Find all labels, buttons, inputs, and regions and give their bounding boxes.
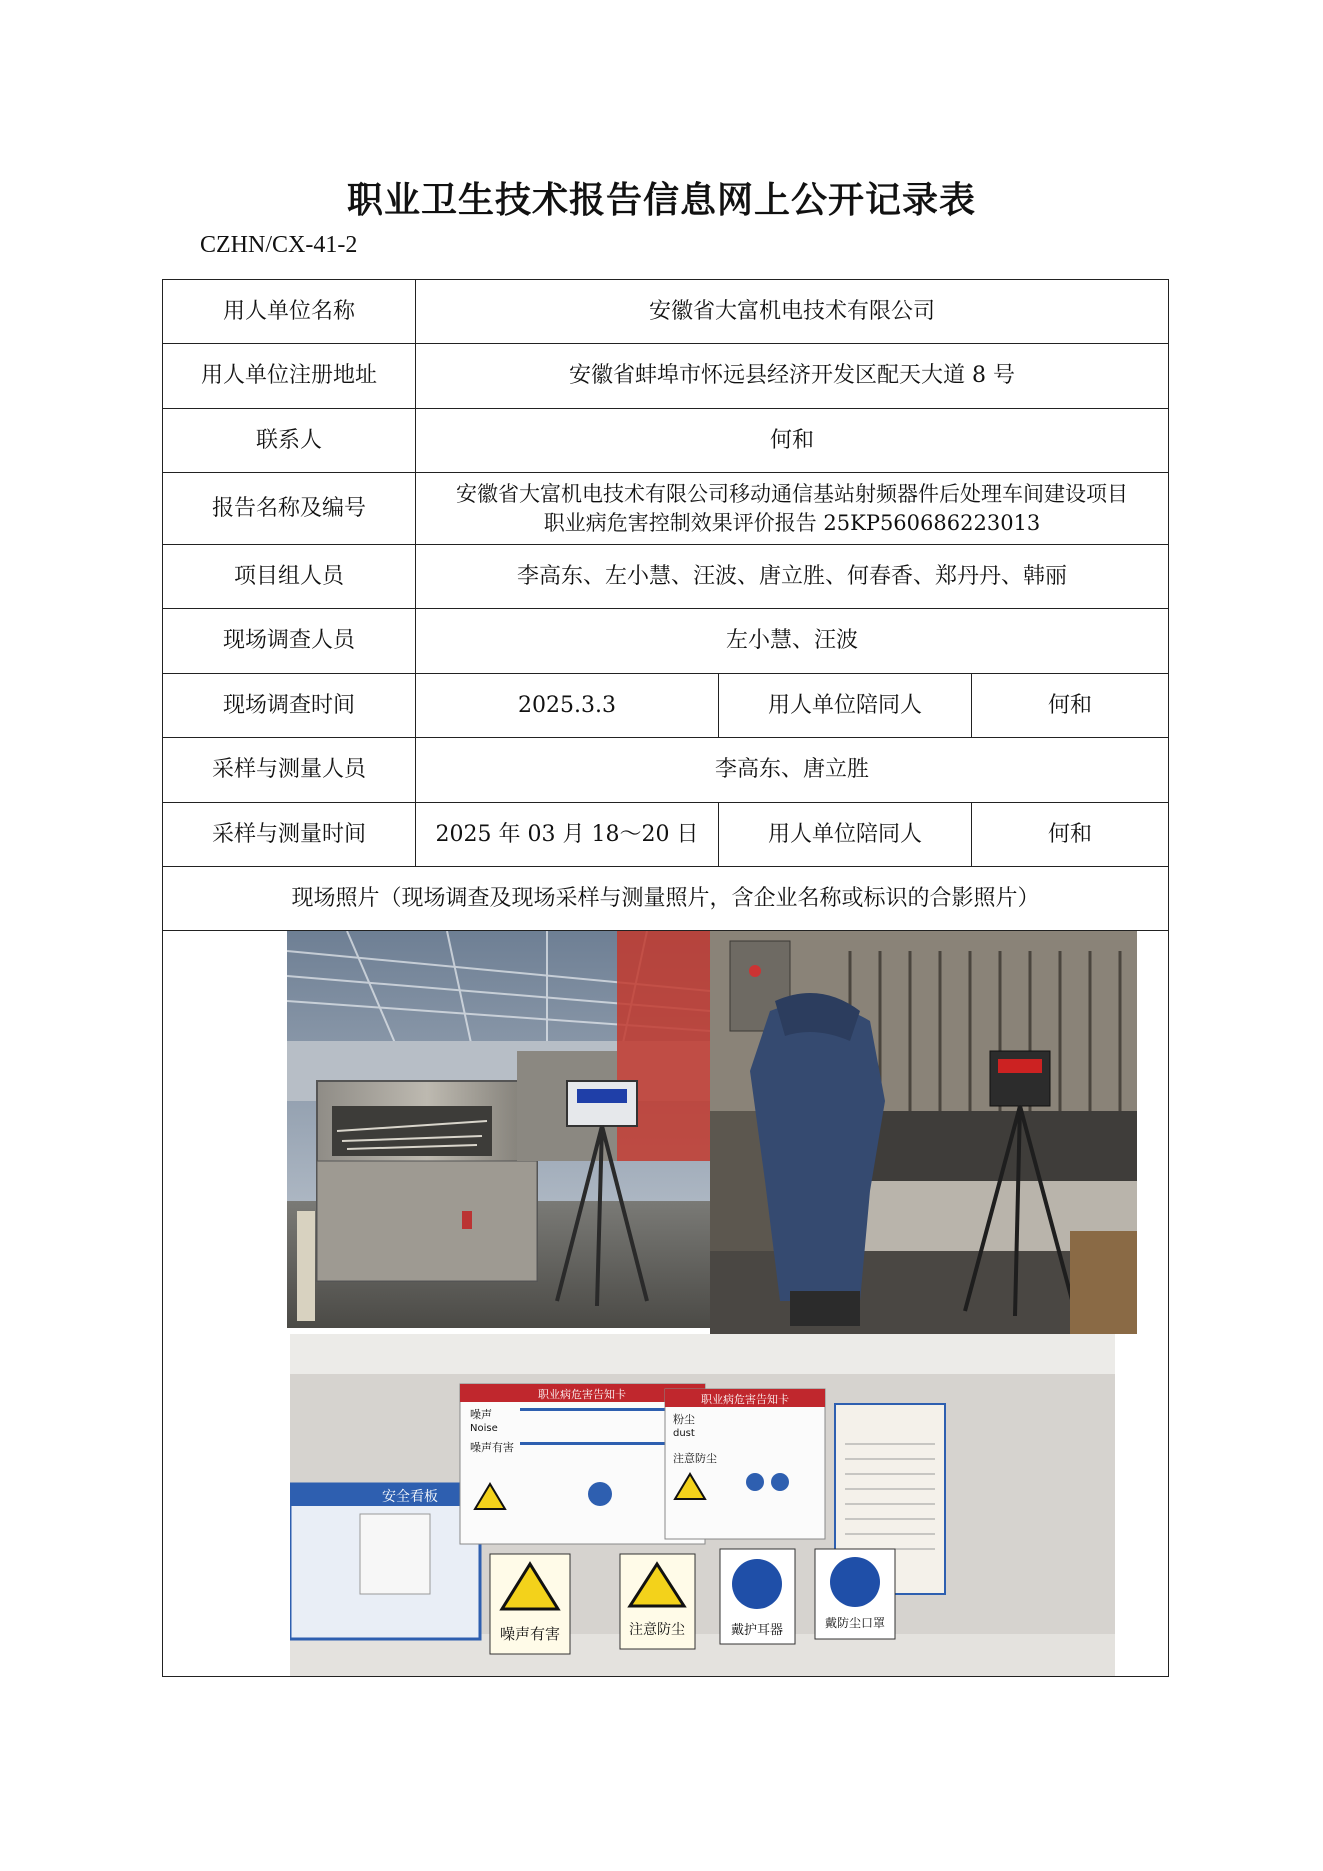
table-row — [163, 545, 1169, 609]
employer-address-label: 用人单位注册地址 — [163, 344, 416, 409]
sampling-companion-label: 用人单位陪同人 — [719, 803, 972, 867]
worker-sampling-photo — [710, 931, 1137, 1334]
report-name-line1: 安徽省大富机电技术有限公司移动通信基站射频器件后处理车间建设项目 — [456, 482, 1129, 507]
hazard-boards-photo — [290, 1334, 1115, 1676]
table-row — [163, 867, 1169, 931]
table-row — [163, 738, 1169, 803]
sampling-time-label: 采样与测量时间 — [163, 803, 416, 867]
table-row — [163, 803, 1169, 867]
table-row — [163, 409, 1169, 473]
form-code: CZHN/CX-41-2 — [200, 232, 358, 258]
sign-noise-label: 噪声有害 — [499, 1625, 561, 1643]
sampling-companion-value: 何和 — [972, 803, 1169, 867]
survey-time-value: 2025.3.3 — [416, 674, 719, 738]
table-row — [163, 473, 1169, 545]
table-row — [163, 931, 1169, 1677]
employer-name-value: 安徽省大富机电技术有限公司 — [416, 280, 1169, 344]
team-value: 李高东、左小慧、汪波、唐立胜、何春香、郑丹丹、韩丽 — [416, 545, 1169, 609]
survey-companion-value: 何和 — [972, 674, 1169, 738]
board1-item: 噪声 — [470, 1408, 492, 1421]
board1-item-en: Noise — [470, 1423, 498, 1434]
safety-board-title: 安全看板 — [382, 1489, 438, 1505]
photos-heading: 现场照片（现场调查及现场采样与测量照片，含企业名称或标识的合影照片） — [163, 867, 1169, 931]
survey-companion-label: 用人单位陪同人 — [719, 674, 972, 738]
board2-title: 职业病危害告知卡 — [701, 1393, 789, 1406]
survey-staff-value: 左小慧、汪波 — [416, 609, 1169, 674]
board2-item-en: dust — [673, 1428, 695, 1439]
sampling-staff-value: 李高东、唐立胜 — [416, 738, 1169, 803]
sampling-staff-label: 采样与测量人员 — [163, 738, 416, 803]
sampling-time-value: 2025 年 03 月 18～20 日 — [416, 803, 719, 867]
workshop-machine-photo — [287, 931, 710, 1328]
report-label: 报告名称及编号 — [163, 473, 416, 545]
sign-mask-label: 戴防尘口罩 — [824, 1616, 886, 1630]
record-table — [162, 279, 1169, 1677]
photos-cell — [163, 931, 1169, 1677]
survey-time-label: 现场调查时间 — [163, 674, 416, 738]
table-row — [163, 609, 1169, 674]
report-value — [416, 473, 1169, 545]
board2-warn: 注意防尘 — [673, 1452, 717, 1465]
board1-title: 职业病危害告知卡 — [538, 1388, 626, 1401]
employer-address-value: 安徽省蚌埠市怀远县经济开发区配天大道 8 号 — [416, 344, 1169, 409]
survey-staff-label: 现场调查人员 — [163, 609, 416, 674]
contact-value: 何和 — [416, 409, 1169, 473]
sign-earmuff-label: 戴护耳器 — [730, 1623, 784, 1638]
table-row — [163, 344, 1169, 409]
board1-warn: 噪声有害 — [470, 1441, 514, 1454]
page-title: 职业卫生技术报告信息网上公开记录表 — [346, 179, 976, 221]
table-row — [163, 280, 1169, 344]
employer-name-label: 用人单位名称 — [163, 280, 416, 344]
board2-item: 粉尘 — [673, 1413, 695, 1426]
table-row — [163, 674, 1169, 738]
sign-dust-label: 注意防尘 — [629, 1622, 685, 1638]
report-name-line2: 职业病危害控制效果评价报告 25KP560686223013 — [543, 510, 1041, 535]
contact-label: 联系人 — [163, 409, 416, 473]
team-label: 项目组人员 — [163, 545, 416, 609]
